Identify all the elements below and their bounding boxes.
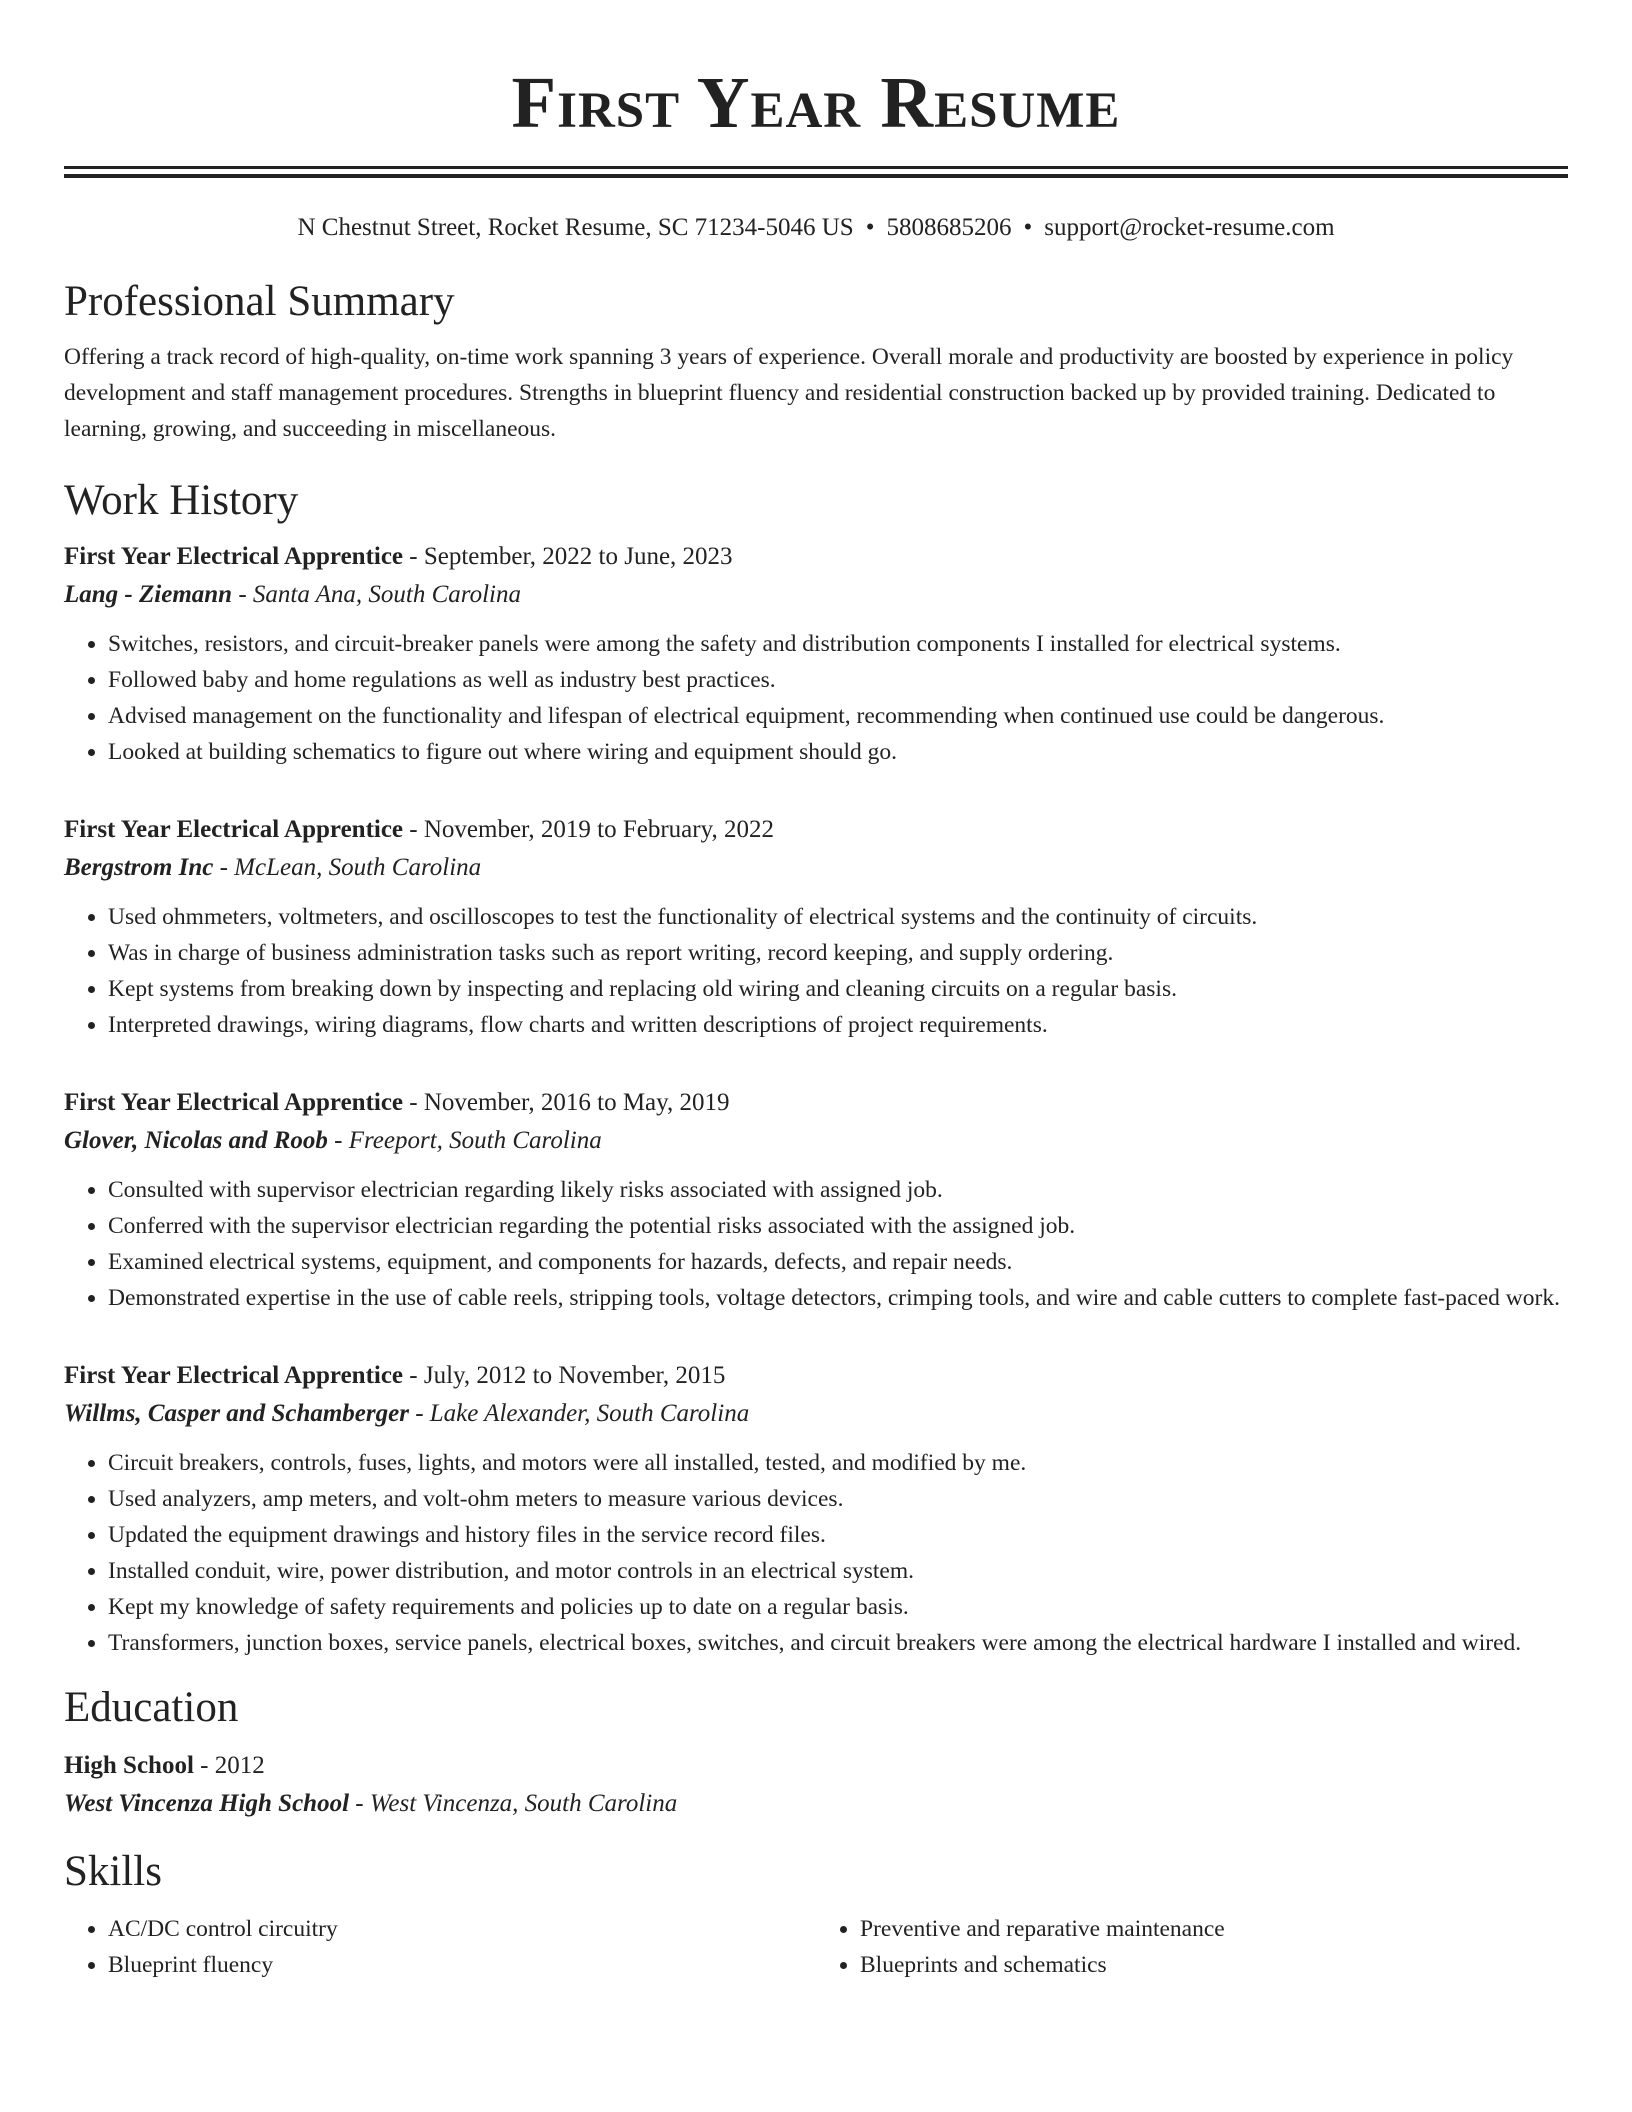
- job-bullet: • Kept systems from breaking down by inspecting and replacing old wiring and cleaning circuits on a regular basis.: [108, 971, 1568, 1007]
- job-entry: [64, 528, 1568, 770]
- job-company-line: [64, 849, 1568, 887]
- job-role: First Year Electrical Apprentice: [64, 816, 404, 843]
- job-bullet: • Kept my knowledge of safety requirements and policies up to date on a regular basis.: [108, 1589, 1568, 1625]
- job-dates: - September, 2022 to June, 2023: [409, 543, 733, 570]
- job-company: Glover, Nicolas and Roob: [64, 1127, 328, 1154]
- job-role: First Year Electrical Apprentice: [64, 1362, 404, 1389]
- skill-item: • Preventive and reparative maintenance: [860, 1911, 1568, 1947]
- job-bullet: • Advised management on the functionality and lifespan of electrical equipment, recommending when continued use could be dangerous.: [108, 698, 1568, 734]
- job-bullet: • Was in charge of business administration tasks such as report writing, record keeping, and supply ordering.: [108, 935, 1568, 971]
- job-bullets: [64, 899, 1568, 1043]
- job-role: First Year Electrical Apprentice: [64, 543, 404, 570]
- job-bullet: • Circuit breakers, controls, fuses, lights, and motors were all installed, tested, and modified by me.: [108, 1445, 1568, 1481]
- contact-address: N Chestnut Street, Rocket Resume, SC 71234-5046 US: [297, 214, 854, 241]
- contact-separator: •: [1023, 214, 1033, 241]
- job-bullet: • Installed conduit, wire, power distribution, and motor controls in an electrical system.: [108, 1553, 1568, 1589]
- skill-item: • Blueprint fluency: [108, 1947, 816, 1983]
- contact-email: support@rocket-resume.com: [1044, 214, 1335, 241]
- job-location: - Lake Alexander, South Carolina: [415, 1400, 750, 1427]
- summary-heading: Professional Summary: [64, 278, 455, 325]
- job-company-line: [64, 576, 1568, 614]
- education-location: - West Vincenza, South Carolina: [355, 1790, 678, 1817]
- skills-column-left: [64, 1911, 816, 1983]
- job-location: - McLean, South Carolina: [219, 854, 482, 881]
- job-entry: [64, 1074, 1568, 1316]
- job-location: - Freeport, South Carolina: [334, 1127, 602, 1154]
- job-dates: - July, 2012 to November, 2015: [409, 1362, 726, 1389]
- job-bullet: • Conferred with the supervisor electrician regarding the potential risks associated with the assigned job.: [108, 1208, 1568, 1244]
- job-bullets: [64, 626, 1568, 770]
- job-bullet: • Interpreted drawings, wiring diagrams, flow charts and written descriptions of project requirements.: [108, 1007, 1568, 1043]
- job-role: First Year Electrical Apprentice: [64, 1089, 404, 1116]
- title-double-rule: [64, 166, 1568, 178]
- education-heading: Education: [64, 1684, 239, 1731]
- job-location: - Santa Ana, South Carolina: [238, 581, 521, 608]
- job-bullets: [64, 1172, 1568, 1316]
- work-history-heading: Work History: [64, 477, 299, 524]
- job-title-line: [64, 811, 1568, 849]
- contact-separator: •: [865, 214, 875, 241]
- job-bullet: • Used analyzers, amp meters, and volt-ohm meters to measure various devices.: [108, 1481, 1568, 1517]
- job-company: Willms, Casper and Schamberger: [64, 1400, 409, 1427]
- education-degree-line: [64, 1747, 1568, 1785]
- job-bullet: • Transformers, junction boxes, service panels, electrical boxes, switches, and circuit breakers were among the electrical hardware I installed and wired.: [108, 1625, 1568, 1661]
- contact-line: [64, 211, 1568, 245]
- contact-phone: 5808685206: [886, 214, 1012, 241]
- job-bullet: • Examined electrical systems, equipment, and components for hazards, defects, and repair needs.: [108, 1244, 1568, 1280]
- job-bullet: • Updated the equipment drawings and history files in the service record files.: [108, 1517, 1568, 1553]
- job-entry: [64, 1347, 1568, 1661]
- work-history-list: [64, 528, 1568, 1661]
- job-dates: - November, 2016 to May, 2019: [409, 1089, 730, 1116]
- job-bullet: • Demonstrated expertise in the use of cable reels, stripping tools, voltage detectors, crimping tools, and wire and cable cutters to complete fast-paced work.: [108, 1280, 1568, 1316]
- job-company: Bergstrom Inc: [64, 854, 214, 881]
- job-bullets: [64, 1445, 1568, 1661]
- job-bullet: • Switches, resistors, and circuit-breaker panels were among the safety and distribution components I installed for electrical systems.: [108, 626, 1568, 662]
- education-year: - 2012: [200, 1752, 265, 1779]
- job-bullet: • Followed baby and home regulations as well as industry best practices.: [108, 662, 1568, 698]
- job-dates: - November, 2019 to February, 2022: [409, 816, 774, 843]
- job-bullet: • Looked at building schematics to figure out where wiring and equipment should go.: [108, 734, 1568, 770]
- skills-list: [64, 1911, 1568, 1983]
- job-entry: [64, 801, 1568, 1043]
- skill-item: • AC/DC control circuitry: [108, 1911, 816, 1947]
- job-title-line: [64, 1084, 1568, 1122]
- job-title-line: [64, 1357, 1568, 1395]
- job-company-line: [64, 1122, 1568, 1160]
- skills-heading: Skills: [64, 1848, 162, 1895]
- education-school-line: [64, 1785, 1568, 1823]
- job-bullet: • Used ohmmeters, voltmeters, and oscilloscopes to test the functionality of electrical systems and the continuity of circuits.: [108, 899, 1568, 935]
- summary-text: Offering a track record of high-quality, on-time work spanning 3 years of experience. Overall morale and productivity are boosted by experience in policy development and staff management procedures. Strengths in blueprint fluency and residential construction backed up by provided training. Dedicated to learning, growing, and succeeding in miscellaneous.: [64, 344, 1514, 442]
- education-entry: [64, 1735, 1568, 1823]
- skills-column-right: [816, 1911, 1568, 1983]
- resume-title: First Year Resume: [511, 62, 1121, 143]
- education-school: West Vincenza High School: [64, 1790, 350, 1817]
- skill-item: • Blueprints and schematics: [860, 1947, 1568, 1983]
- job-bullet: • Consulted with supervisor electrician regarding likely risks associated with assigned job.: [108, 1172, 1568, 1208]
- job-company-line: [64, 1395, 1568, 1433]
- job-company: Lang - Ziemann: [64, 581, 233, 608]
- job-title-line: [64, 538, 1568, 576]
- education-degree: High School: [64, 1752, 194, 1779]
